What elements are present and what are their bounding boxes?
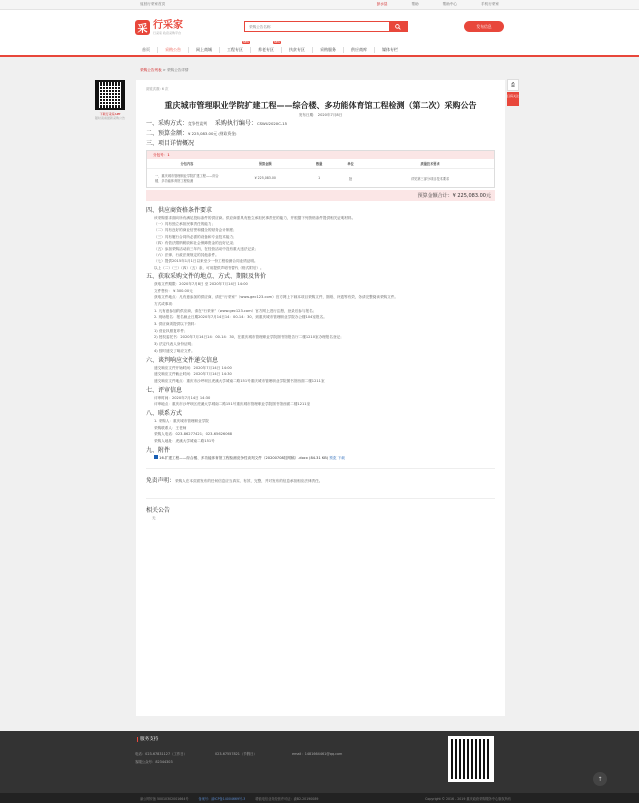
main-nav bbox=[0, 40, 639, 57]
section-contact: 八、联系方式 bbox=[146, 410, 183, 418]
footer: 服务支持 电话：023-67831127（工作日） 023-67557821（节假日） email：1481664461@qq.com 客服公众号：82344303 bbox=[0, 731, 639, 793]
section-qualifications: 四、供应商资格条件要求 bbox=[146, 207, 213, 214]
nav-engineering[interactable]: 工程专区 NEW bbox=[227, 40, 249, 52]
top-bar bbox=[0, 0, 639, 10]
publish-date: 发布日期： 2020年7月8日 bbox=[298, 113, 343, 117]
back-home-link[interactable]: 返回行采家首页 bbox=[140, 2, 166, 6]
section-review: 七、评审信息 bbox=[146, 386, 183, 394]
breadcrumb-list[interactable]: 采购公告列表 bbox=[140, 68, 162, 72]
header bbox=[0, 10, 639, 44]
search-icon bbox=[395, 24, 401, 30]
nav-home[interactable]: 首页 bbox=[142, 46, 150, 52]
nav-announcements[interactable]: 采购公告 bbox=[165, 46, 181, 52]
footer-qr-code-icon bbox=[448, 736, 494, 782]
license-link[interactable]: 增值电信业务经营许可证：渝B2-20190089 bbox=[255, 796, 319, 801]
search-button[interactable] bbox=[389, 22, 407, 31]
preview-link[interactable]: 预览 bbox=[329, 455, 337, 460]
section-details: 三、项目详情概况 bbox=[146, 140, 195, 147]
right-toolbar bbox=[507, 79, 519, 106]
nav-elderly[interactable]: 养老专区 NEW bbox=[258, 40, 280, 52]
nav-poverty[interactable]: 扶贫专区 bbox=[289, 46, 305, 52]
qr-code-icon bbox=[95, 80, 125, 110]
location-selector[interactable]: 彭水县 bbox=[376, 2, 388, 6]
breadcrumb: 采购公告列表 > 采购公告详情 bbox=[140, 68, 189, 72]
package-table: 分包内容 预算金额 数量 单位 质量技术要求 一、重庆城市管理职业学院扩建工程——综合楼、多功能体育馆工程检测 ¥ 225,083.00 1 批 详见第三部分项目技术要求 bbox=[147, 159, 494, 187]
logo-icon: 采 bbox=[135, 20, 150, 35]
disclaimer: 免责声明：采购人在本页面发布的任何信息应当真实、有效、完整，并对发布的信息承担相应法律责任。 bbox=[146, 468, 495, 484]
publish-button[interactable]: 发布信息 bbox=[464, 21, 504, 32]
follow-app-button[interactable]: 扫码关注 bbox=[507, 92, 519, 106]
section-submission: 六、谈判响应文件递交信息 bbox=[146, 356, 219, 364]
section-budget: 二、预算金额：¥ 225,083.00元 (财政资金) bbox=[146, 130, 237, 137]
section-method: 一、采购方式：竞争性谈判 采购执行编号：CSWU2020C-15 bbox=[146, 120, 288, 127]
attachment-item: 16.扩建工程——综合楼、多功能体育馆工程检测竞争性谈判文件（20200708挂网稿）.docx (84.31 KB) 预览 下载 bbox=[146, 455, 495, 462]
help-center-link[interactable]: 帮助中心 bbox=[442, 2, 458, 6]
app-qr-panel: 下载行采家APP 随时查看最新采购公告 bbox=[92, 80, 128, 120]
mobile-link[interactable]: 手机行采家 bbox=[481, 2, 499, 6]
page-title: 重庆城市管理职业学院扩建工程——综合楼、多功能体育馆工程检测（第二次）采购公告 bbox=[164, 101, 477, 110]
budget-total: 预算金额合计：¥ 225,083.00元 bbox=[146, 190, 495, 201]
brand-slogan: 行采家 政府采购平台 bbox=[153, 30, 181, 35]
nav-media[interactable]: 媒体专栏 bbox=[382, 46, 398, 52]
file-icon bbox=[154, 455, 158, 459]
police-record-link[interactable]: 渝公网安备 50010302001664号 bbox=[140, 796, 189, 801]
package-box bbox=[146, 150, 495, 188]
arrow-up-icon: ↑ bbox=[597, 775, 603, 783]
nav-mall[interactable]: 网上商城 bbox=[196, 46, 212, 52]
copyright: Copyright © 2016 - 2019 重庆政府采购服务中心版权所有 bbox=[425, 796, 511, 801]
nav-services[interactable]: 采购服务 bbox=[320, 46, 336, 52]
help-link[interactable]: 帮助 bbox=[411, 2, 419, 6]
search-box bbox=[244, 21, 408, 32]
print-button[interactable] bbox=[507, 79, 519, 91]
section-attachments: 九、附件 bbox=[146, 446, 171, 454]
logo[interactable] bbox=[135, 20, 183, 35]
breadcrumb-current: 采购公告详情 bbox=[166, 68, 189, 72]
download-link[interactable]: 下载 bbox=[337, 455, 345, 460]
icp-link[interactable]: 备案号：渝ICP备14004669号-3 bbox=[198, 796, 246, 801]
back-to-top-button[interactable] bbox=[593, 772, 607, 786]
brand-name: 行采家 bbox=[153, 19, 183, 31]
search-input[interactable] bbox=[245, 22, 389, 31]
footer-title: 服务支持 bbox=[140, 737, 159, 742]
section-documents: 五、获取采购文件的地点、方式、期限及售价 bbox=[146, 272, 267, 280]
table-row: 一、重庆城市管理职业学院扩建工程——综合楼、多功能体育馆工程检测 ¥ 225,083.00 1 批 详见第三部分项目技术要求 bbox=[155, 174, 450, 183]
announcement-content: 浏览次数: 6 次 重庆城市管理职业学院扩建工程——综合楼、多功能体育馆工程检测（第二次）采购公告 发布日期： 2020年7月8日 一、采购方式：竞争性谈判 采购执行编号：CSWU2020C-15 二、预算金额：¥ 225,083.00元 (财政资金) 三、项目详情概况 分包号：1 分包内容 预算金额 数量 单位 质量技术要求 一、重庆城市管理职业学院扩建工程——综合楼、多功能体育馆工程检测 ¥ 225,083.00 1 批 详见第三部分项目技术要求 预算金额合计：¥ 225,083.00元 四、供应商资格条件要求 该采购需求面向所有满足投标条件的供应商。供应商需具有独立承担民事责任的能力，并根据下列资格条件提供相关证明材料。 （一）具有独立承担民事责任的能力； （二）具有良好的商业信誉和健全的财务会计制度； （三）具有履行合同所必需的设备和专业技术能力； （四）有依法缴纳税收和社会保障资金的良好记录； （五）参加采购活动前三年内，在经营活动中没有重大违法记录； （六）法律、行政法规规定的其他条件。 （七）提供2015年1月1日以来至少一份工程检测合同业绩证明。 以上（二）（三）（四）（五）条，可用提供声明书替代（格式附后）。 五、获取采购文件的地点、方式、期限及售价 获取文件期限：2020年7月8日 至 2020年7月14日 14:00 文件售价： ¥ 300.00元 获取文件地点：凡有意参加的供应商，请在“行采家”（www.gec123.com）官方网上下载本项目采购文件，图纸、补遗等有效，务请完整阅读采购文件。 方式或事项： 1. 凡有意参加的供应商，请在“行采家”（www.gec123.com）官方网上进行注册，登录后参与报名； 2. 现场报名：报名截止日期2020年7月14日14：00-14：30，到重庆城市管理职业学院办公楼104室报名。 3. 供应商须提供以下资料： 1) 营业执照复印件； 2) 授权委托书：2020年7月14日14：00-14：30，在重庆城市管理职业学院图书馆报告厅二楼1210室办理报名登记； 3) 法定代表人身份证明； 4) 按时递交了响应文件。 六、谈判响应文件递交信息 递交响应文件开始时间：2020年7月14日 14:00 递交响应文件截止时间：2020年7月14日 14:30 递交响应文件地点：重庆市沙坪坝区虎溪大学城南二路151号重庆城市管理职业学院图书馆西面二楼1211室 七、评审信息 评审时间：2020年7月14日 14:30 评审地点：重庆市沙坪坝区虎溪大学城南二路151号重庆城市管理职业学院图书馆西面二楼1211室 八、联系方式 1. 采购人：重庆城市管理职业学院 采购联系人：王老师 采购人电话：023-86277421；023-65626068 采购人地址：虎溪大学城南二路151号 九、附件 16.扩建工程——综合楼、多功能体育馆工程检测竞争性谈判文件（20200708挂网稿）.docx (84.31 KB) 预览 下载 免责声明：采购人在本页面发布的任何信息应当真实、有效、完整，并对发布的信息承担相应法律责任。 相关公告 无 bbox=[136, 80, 505, 716]
related-announcements: 相关公告 无 bbox=[146, 498, 495, 521]
printer-icon: ⎙ bbox=[510, 82, 515, 88]
view-count: 浏览次数: 6 次 bbox=[146, 87, 169, 91]
bottom-bar bbox=[0, 793, 639, 803]
package-number: 分包号：1 bbox=[147, 151, 494, 159]
nav-suppliers[interactable]: 供应商库 bbox=[351, 46, 367, 52]
attachment-name[interactable]: 16.扩建工程——综合楼、多功能体育馆工程检测竞争性谈判文件（20200708挂网稿）.docx bbox=[159, 455, 308, 460]
